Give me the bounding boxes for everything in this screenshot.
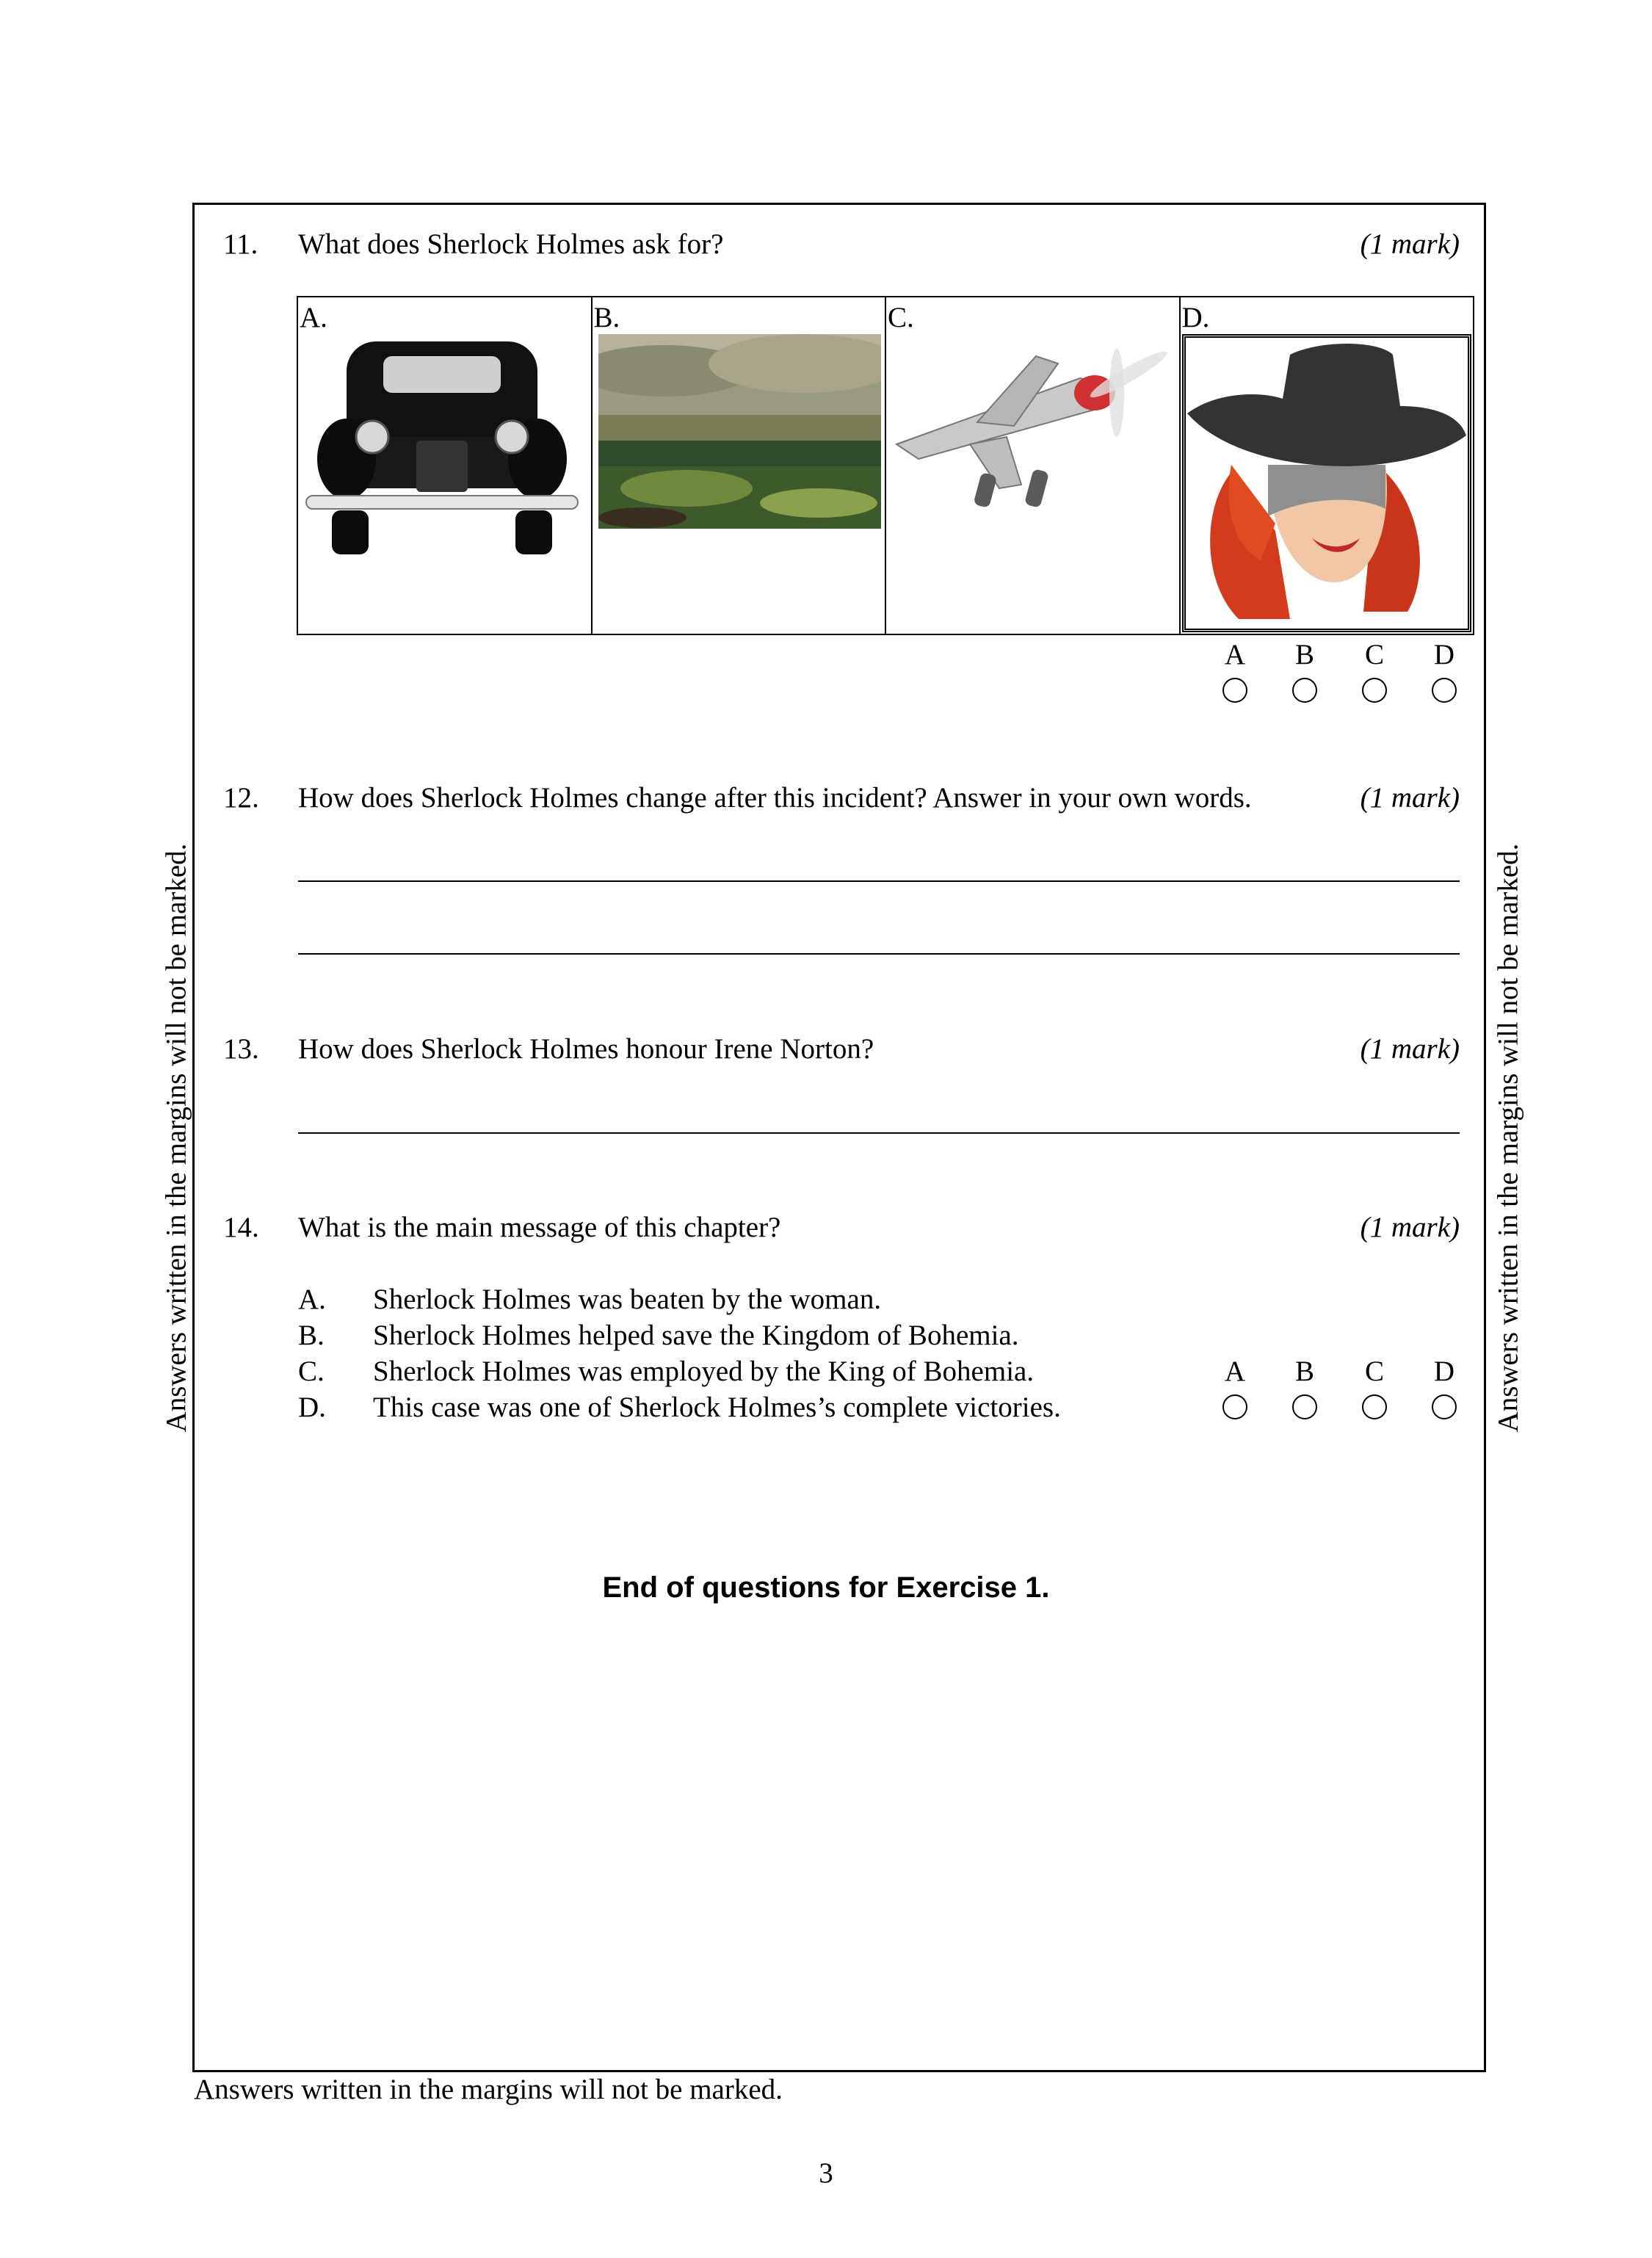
page-number: 3 [819,2157,833,2189]
q14-bubble-d[interactable] [1432,1394,1457,1419]
picture-label-d: D. [1181,302,1210,333]
propeller-plane-icon [889,334,1175,525]
q13-mark: (1 mark) [1360,1033,1460,1065]
q11-option-letter-b: B [1294,639,1314,670]
picture-label-b: B. [593,302,620,333]
q11-text: What does Sherlock Holmes ask for? [298,228,724,260]
q13-number: 13. [223,1033,259,1065]
q14-choice-letter-c: C. [298,1356,325,1387]
picture-cell-b [593,297,887,634]
q13-text: How does Sherlock Holmes honour Irene Norton? [298,1033,874,1065]
picture-label-c: C. [888,302,914,333]
q14-text: What is the main message of this chapter? [298,1212,781,1243]
q14-choice-text-d: This case was one of Sherlock Holmes’s complete victories. [373,1392,1061,1423]
q14-choice-letter-a: A. [298,1284,326,1315]
q14-option-letter-c: C [1364,1356,1384,1387]
q11-bubble-a[interactable] [1222,678,1247,703]
q11-picture-table [297,296,1474,635]
right-margin-note: Answers written in the margins will not be marked. [1492,843,1524,1433]
picture-cell-a [298,297,593,634]
q11-option-letter-c: C [1364,639,1384,670]
q14-option-letter-d: D [1433,1356,1455,1387]
q11-bubble-b[interactable] [1292,678,1317,703]
q14-choice-text-c: Sherlock Holmes was employed by the King of Bohemia. [373,1356,1035,1387]
q11-mark: (1 mark) [1360,228,1460,260]
q14-bubble-b[interactable] [1292,1394,1317,1419]
vintage-car-icon [302,334,582,562]
q14-bubble-a[interactable] [1222,1394,1247,1419]
q12-text: How does Sherlock Holmes change after this incident? Answer in your own words. [298,782,1252,814]
q12-answer-line-2[interactable] [298,953,1460,955]
q13-answer-line[interactable] [298,1132,1460,1134]
bottom-margin-note: Answers written in the margins will not be marked. [194,2074,783,2105]
picture-cell-c [886,297,1181,634]
left-margin-note: Answers written in the margins will not be marked. [160,843,192,1433]
q14-mark: (1 mark) [1360,1212,1460,1243]
q14-bubble-c[interactable] [1362,1394,1387,1419]
q11-option-letter-d: D [1433,639,1455,670]
q12-mark: (1 mark) [1360,782,1460,814]
picture-cell-d [1181,297,1474,634]
q14-choice-text-a: Sherlock Holmes was beaten by the woman. [373,1284,882,1315]
q11-option-letter-a: A [1224,639,1246,670]
q12-number: 12. [223,782,259,814]
q14-option-letter-a: A [1224,1356,1246,1387]
q14-number: 14. [223,1212,259,1243]
q14-choice-letter-b: B. [298,1320,325,1351]
q11-bubble-d[interactable] [1432,678,1457,703]
q11-bubble-c[interactable] [1362,678,1387,703]
q12-answer-line-1[interactable] [298,880,1460,882]
q14-choice-text-b: Sherlock Holmes helped save the Kingdom of Bohemia. [373,1320,1019,1351]
q14-choice-letter-d: D. [298,1392,326,1423]
q11-number: 11. [223,228,258,260]
woman-portrait-icon [1187,340,1466,626]
q14-option-letter-b: B [1294,1356,1314,1387]
end-of-exercise-note: End of questions for Exercise 1. [602,1571,1050,1604]
picture-label-a: A. [300,302,327,333]
landscape-painting-icon [598,334,881,529]
